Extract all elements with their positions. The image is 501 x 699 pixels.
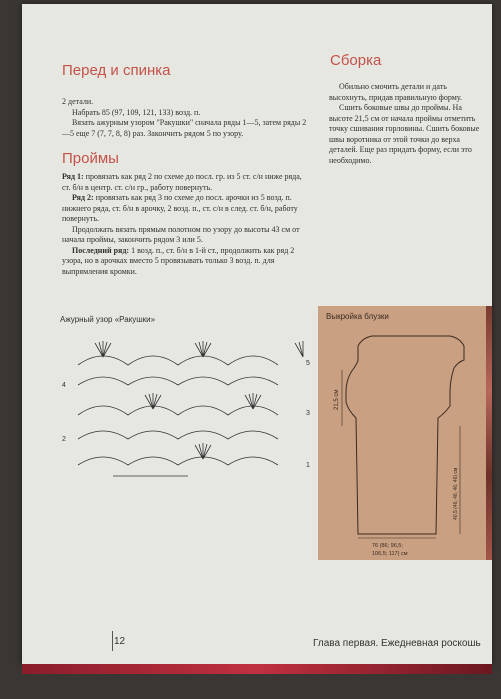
panel-title: Выкройка блузки (326, 312, 389, 321)
assembly-heading: Сборка (330, 52, 382, 69)
front-back-p3: Вязать ажурным узором "Ракушки" сначала ряды 1—5, затем ряды 2—5 еще 7 (7, 7, 8, 8) раз. Закончить рядом 5 по узору. (62, 118, 307, 138)
armhole-last-row (62, 246, 308, 278)
page-number: 12 (114, 636, 126, 647)
dim-armhole-label: 21,5 см (334, 389, 340, 410)
dim-width-label-2: 106,5; 117) см (372, 551, 408, 557)
chain-arch-row1 (78, 457, 278, 465)
chain-arch-row3 (78, 406, 278, 415)
chapter-title: Глава первая. Ежедневная роскошь (313, 638, 481, 649)
pattern-title: Ажурный узор «Ракушки» (60, 315, 156, 324)
chain-arch-row2 (78, 431, 278, 439)
armholes-text (62, 172, 308, 277)
front-back-p1: 2 детали. (62, 97, 94, 106)
armhole-row-2 (62, 193, 308, 225)
blouse-pattern-panel (318, 306, 486, 560)
chain-arch-row5 (78, 356, 278, 365)
row1-label: Ряд 1: (62, 172, 84, 181)
blouse-pattern-drawing (318, 306, 486, 560)
shell-cluster-row5 (95, 341, 303, 357)
floral-edge-decoration (486, 306, 492, 560)
assembly-text (329, 82, 481, 166)
front-back-p2: Набрать 85 (97, 109, 121, 133) возд. п. (72, 107, 201, 117)
row-number-4: 4 (62, 382, 66, 389)
footer-divider (112, 631, 113, 651)
assembly-p2: Сшить боковые швы до проймы. На высоте 21,5 см от начала проймы отметить точку сшивания горловины. Сшить боковые швы воротника от этой точки до верха деталей. Еще раз придать форму, если это необходимо. (329, 103, 480, 165)
book-cover-edge (22, 664, 492, 674)
last-row-label: Последний ряд: (72, 245, 130, 255)
shell-cluster-row3 (145, 393, 261, 409)
last-row-text: 1 возд. п., ст. б/н в 1-й ст., продолжить как ряд 2 узора, но в арочках вместо 5 провязывать только 3 возд. п. для выпрямления кромки. (62, 245, 295, 276)
dim-height-label: 40,5 (46; 46; 46; 46) см (453, 467, 459, 520)
row-number-2: 2 (62, 436, 66, 443)
row-number-3: 3 (306, 410, 310, 417)
front-back-heading: Перед и спинка (62, 62, 171, 79)
armhole-continue: Продолжать вязать прямым полотном по узору до высоты 43 см от начала проймы, закончить рядом 3 или 5. (62, 224, 300, 244)
row2-label: Ряд 2: (72, 193, 94, 202)
row-number-5: 5 (306, 360, 310, 367)
armholes-heading: Проймы (62, 150, 119, 167)
blouse-outline (346, 336, 464, 534)
row-number-1: 1 (306, 462, 310, 469)
book-page (22, 4, 492, 664)
dim-width-label-1: 76 (86; 96,5; (372, 543, 403, 549)
shell-cluster-row1 (195, 443, 211, 459)
armhole-row-1 (62, 172, 308, 193)
assembly-p1: Обильно смочить детали и дать высохнуть, придав правильную форму. (329, 82, 463, 102)
row1-text: провязать как ряд 2 по схеме до посл. гр. из 5 ст. с/н ниже ряда, ст. б/н в центр. ст. с/н гр., работу повернуть. (62, 172, 302, 192)
crochet-chart (58, 329, 318, 479)
chain-arch-row4 (78, 377, 278, 385)
front-back-text (62, 97, 308, 139)
row2-text: провязать как ряд 3 по схеме до посл. арочки из 5 возд. п. нижнего ряда, ст. б/н в арочку, 2 возд. п., ст. с/н в след. ст. б/н, работу повернуть. (62, 193, 298, 223)
